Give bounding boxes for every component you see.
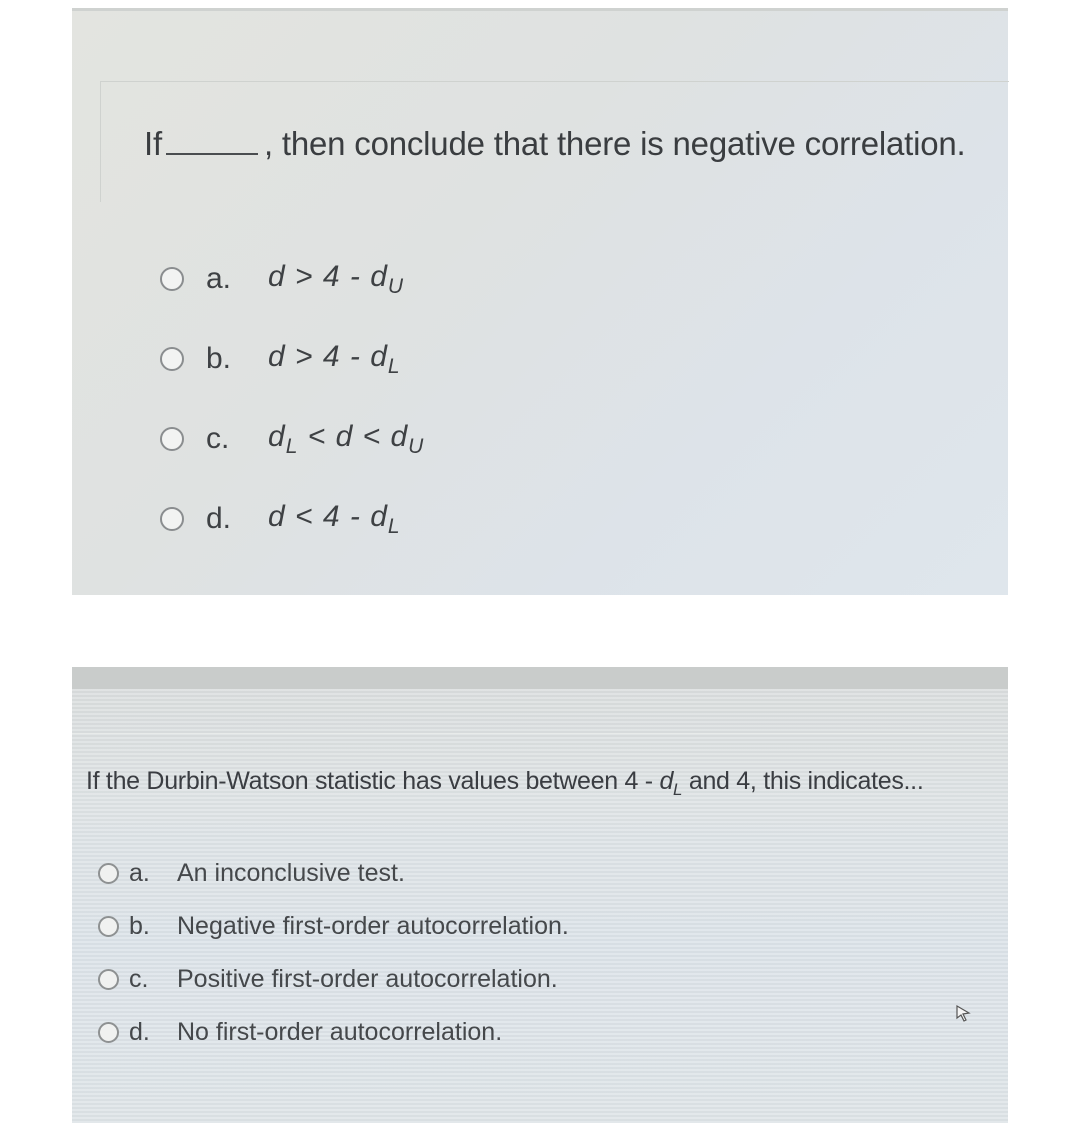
question-2-options [98,847,569,1059]
option-text: Negative first-order autocorrelation. [177,912,569,940]
answer-blank [166,127,258,155]
option-letter: c. [129,965,149,993]
q1-option-c[interactable] [160,399,424,479]
option-letter: a. [206,262,232,295]
option-letter: d. [206,502,232,535]
option-text: An inconclusive test. [177,859,405,887]
question-1-stem-prefix: If [144,125,162,162]
radio-icon[interactable] [160,347,184,371]
radio-icon[interactable] [98,1022,119,1043]
mouse-cursor-icon [954,1004,972,1022]
question-2-stem: If the Durbin-Watson statistic has values between $4 - d_L$ and 4, this indicates... [86,767,924,799]
option-text: Positive first-order autocorrelation. [177,965,558,993]
q1-option-b[interactable] [160,319,424,399]
q1-option-d[interactable] [160,479,424,559]
option-expression: $d > 4 - d_U$ [268,259,405,298]
q2-option-b[interactable] [98,900,569,953]
radio-icon[interactable] [160,427,184,451]
q2-option-a[interactable] [98,847,569,900]
option-text: No first-order autocorrelation. [177,1018,503,1046]
question-2-panel [72,667,1008,1123]
q1-option-a[interactable] [160,239,424,319]
option-letter: b. [206,342,232,375]
radio-icon[interactable] [98,916,119,937]
radio-icon[interactable] [160,267,184,291]
question-1-options [160,239,424,559]
question-1-stem-suffix: , then conclude that there is negative correlation. [263,125,966,162]
q2-option-c[interactable] [98,953,569,1006]
question-1-stem [144,125,966,163]
question-2-header-band [72,667,1008,689]
option-letter: b. [129,912,150,940]
option-letter: a. [129,859,150,887]
option-expression: $d_L < d < d_U$ [268,419,425,458]
question-1-panel [72,8,1008,595]
radio-icon[interactable] [98,863,119,884]
option-expression: $d < 4 - d_L$ [268,499,401,538]
option-letter: d. [129,1018,150,1046]
radio-icon[interactable] [160,507,184,531]
q2-option-d[interactable] [98,1006,569,1059]
option-expression: $d > 4 - d_L$ [268,339,401,378]
option-letter: c. [206,422,230,455]
radio-icon[interactable] [98,969,119,990]
